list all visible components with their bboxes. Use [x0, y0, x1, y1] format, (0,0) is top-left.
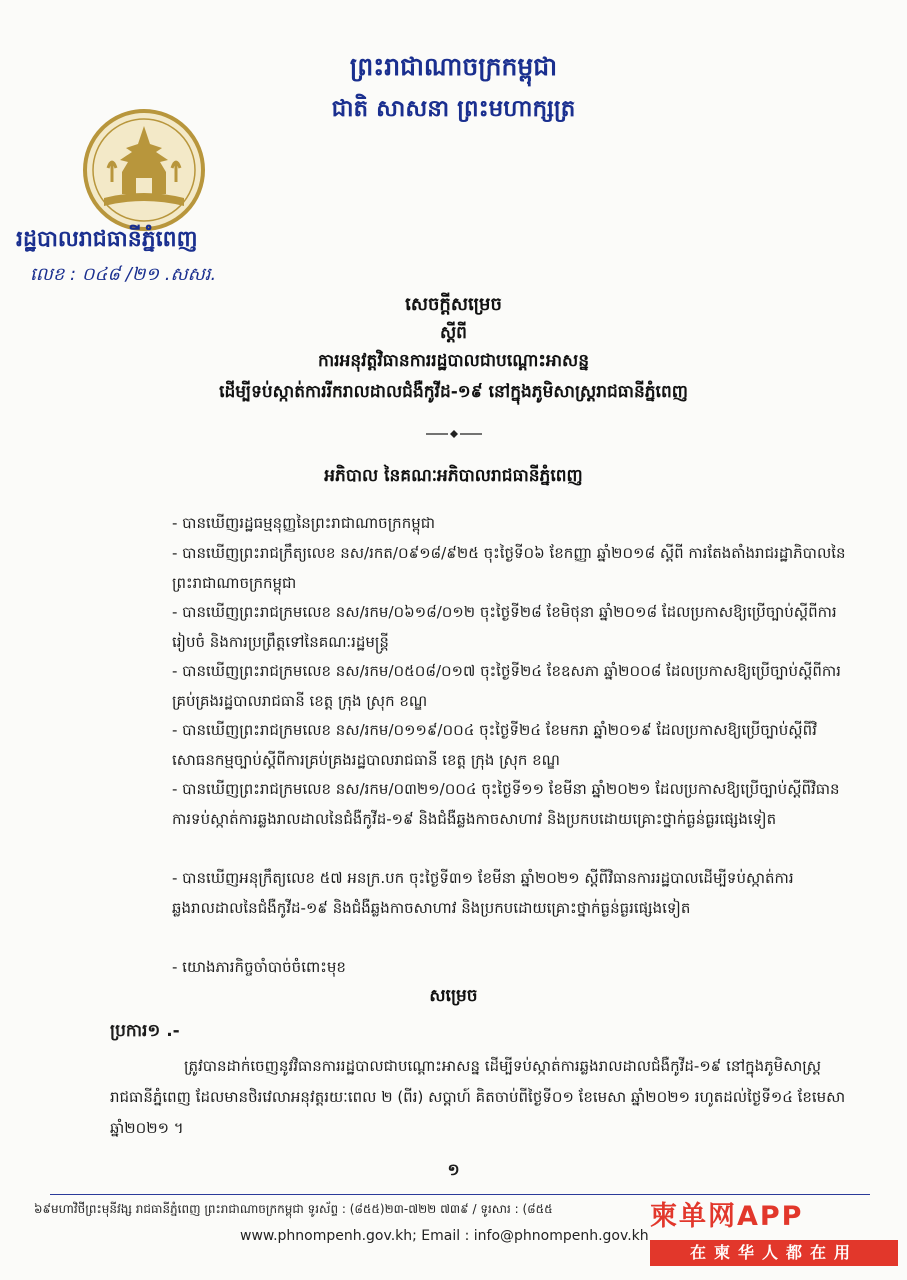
- citation-item: - យោងភារកិច្ចចាំបាច់ចំពោះមុខ: [172, 958, 346, 976]
- citation-item: - បានឃើញព្រះរាជក្រមលេខ នស/រកម/០៦១៨/០១២ ចុះថ្ងៃទី២៨ ខែមិថុនា ឆ្នាំ២០១៨ ដែលប្រកាសឱ្យប្រើច្បាប់ស្ដីពីការរៀបចំ និងការប្រព្រឹត្តទៅនៃគណៈរដ្ឋមន្ត្រី: [172, 603, 837, 651]
- watermark-brand: 柬单网APP: [650, 1201, 804, 1232]
- issuing-authority: រដ្ឋបាលរាជធានីភ្នំពេញ: [16, 227, 198, 252]
- footer-web-email: www.phnompenh.gov.kh; Email : info@phnompenh.gov.kh: [240, 1228, 649, 1244]
- citation-item: - បានឃើញព្រះរាជក្រមលេខ នស/រកម/០១១៩/០០៤ ចុះថ្ងៃទី២៤ ខែមករា ឆ្នាំ២០១៩ ដែលប្រកាសឱ្យប្រើច្បាប់ស្ដីពីវិសោធនកម្មច្បាប់ស្ដីពីការគ្រប់គ្រងរដ្ឋបាលរាជធានី ខេត្ត ក្រុង ស្រុក ខណ្ឌ: [172, 721, 817, 769]
- authority-heading: អភិបាល នៃគណៈអភិបាលរាជធានីភ្នំពេញ: [324, 466, 583, 486]
- document-title: សេចក្ដីសម្រេច: [405, 294, 502, 315]
- citation-item: - បានឃើញព្រះរាជក្រមលេខ នស/រកម/០៥០៨/០១៧ ចុះថ្ងៃទី២៤ ខែឧសភា ឆ្នាំ២០០៨ ដែលប្រកាសឱ្យប្រើច្បាប់ស្ដីពីការគ្រប់គ្រងរដ្ឋបាលរាជធានី ខេត្ត ក្រុង ស្រុក ខណ្ឌ: [172, 662, 841, 710]
- watermark-tagline: 在柬华人都在用: [650, 1240, 898, 1266]
- national-motto: ជាតិ សាសនា ព្រះមហាក្សត្រ: [331, 96, 576, 122]
- phnom-penh-seal-icon: [82, 108, 206, 232]
- citation-item: - បានឃើញព្រះរាជក្រមលេខ នស/រកម/០៣២១/០០៤ ចុះថ្ងៃទី១១ ខែមីនា ឆ្នាំ២០២១ ដែលប្រកាសឱ្យប្រើច្បាប់ស្ដីពីវិធានការទប់ស្កាត់ការឆ្លងរាលដាលនៃជំងឺកូវីដ-១៩ និងជំងឺឆ្លងកាចសាហាវ និងប្រកបដោយគ្រោះថ្នាក់ធ្ងន់ធ្ងរផ្សេងទៀត: [172, 780, 840, 828]
- reference-number: លេខ : ០៤៨ /២១ .សសរ.: [30, 264, 217, 285]
- article-1-label: ប្រការ១ .-: [110, 1021, 180, 1041]
- title-subject-marker: ស្ដីពី: [440, 323, 467, 343]
- ornamental-divider: [424, 430, 484, 438]
- kingdom-heading: ព្រះរាជាណាចក្រកម្ពុជា: [349, 52, 558, 81]
- page-number: ១: [447, 1160, 460, 1179]
- footer-address: ៦៩មហាវិថីព្រះមុនីវង្ស រាជធានីភ្នំពេញ ព្រះរាជាណាចក្រកម្ពុជា ទូរស័ព្ទ : (៨៥៥)២៣-៧២២ ៧៣៩ / ទូរសារ : (៨៥៥: [34, 1202, 553, 1216]
- title-subject-line: ការអនុវត្តវិធានការរដ្ឋបាលជាបណ្ដោះអាសន្ន: [317, 351, 590, 371]
- citation-item: - បានឃើញព្រះរាជក្រឹត្យលេខ នស/រកត/០៩១៨/៩២៥ ចុះថ្ងៃទី០៦ ខែកញ្ញា ឆ្នាំ២០១៨ ស្ដីពី ការតែងតាំងរាជរដ្ឋាភិបាលនៃព្រះរាជាណាចក្រកម្ពុជា: [172, 544, 846, 592]
- decision-heading: សម្រេច: [429, 986, 478, 1006]
- citation-item: - បានឃើញអនុក្រឹត្យលេខ ៥៧ អនក្រ.បក ចុះថ្ងៃទី៣១ ខែមីនា ឆ្នាំ២០២១ ស្ដីពីវិធានការរដ្ឋបាលដើម្បីទប់ស្កាត់ការឆ្លងរាលដាលនៃជំងឺកូវីដ-១៩ និងជំងឺឆ្លងកាចសាហាវ និងប្រកបដោយគ្រោះថ្នាក់ធ្ងន់ធ្ងរផ្សេងទៀត: [172, 869, 794, 917]
- citation-item: - បានឃើញរដ្ឋធម្មនុញ្ញនៃព្រះរាជាណាចក្រកម្ពុជា: [172, 514, 436, 532]
- article-1-text: ត្រូវបានដាក់ចេញនូវវិធានការរដ្ឋបាលជាបណ្ដោះអាសន្ន ដើម្បីទប់ស្កាត់ការឆ្លងរាលដាលជំងឺកូវីដ-១៩ នៅក្នុងភូមិសាស្ត្ររាជធានីភ្នំពេញ ដែលមានថិរវេលាអនុវត្តរយៈពេល ២ (ពីរ) សប្ដាហ៍ គិតចាប់ពីថ្ងៃទី០១ ខែមេសា ឆ្នាំ២០២១ រហូតដល់ថ្ងៃទី១៤ ខែមេសា ឆ្នាំ២០២១ ។: [110, 1057, 846, 1137]
- title-subject-line: ដើម្បីទប់ស្កាត់ការរីករាលដាលជំងឺកូវីដ-១៩ នៅក្នុងភូមិសាស្ត្ររាជធានីភ្នំពេញ: [219, 382, 688, 402]
